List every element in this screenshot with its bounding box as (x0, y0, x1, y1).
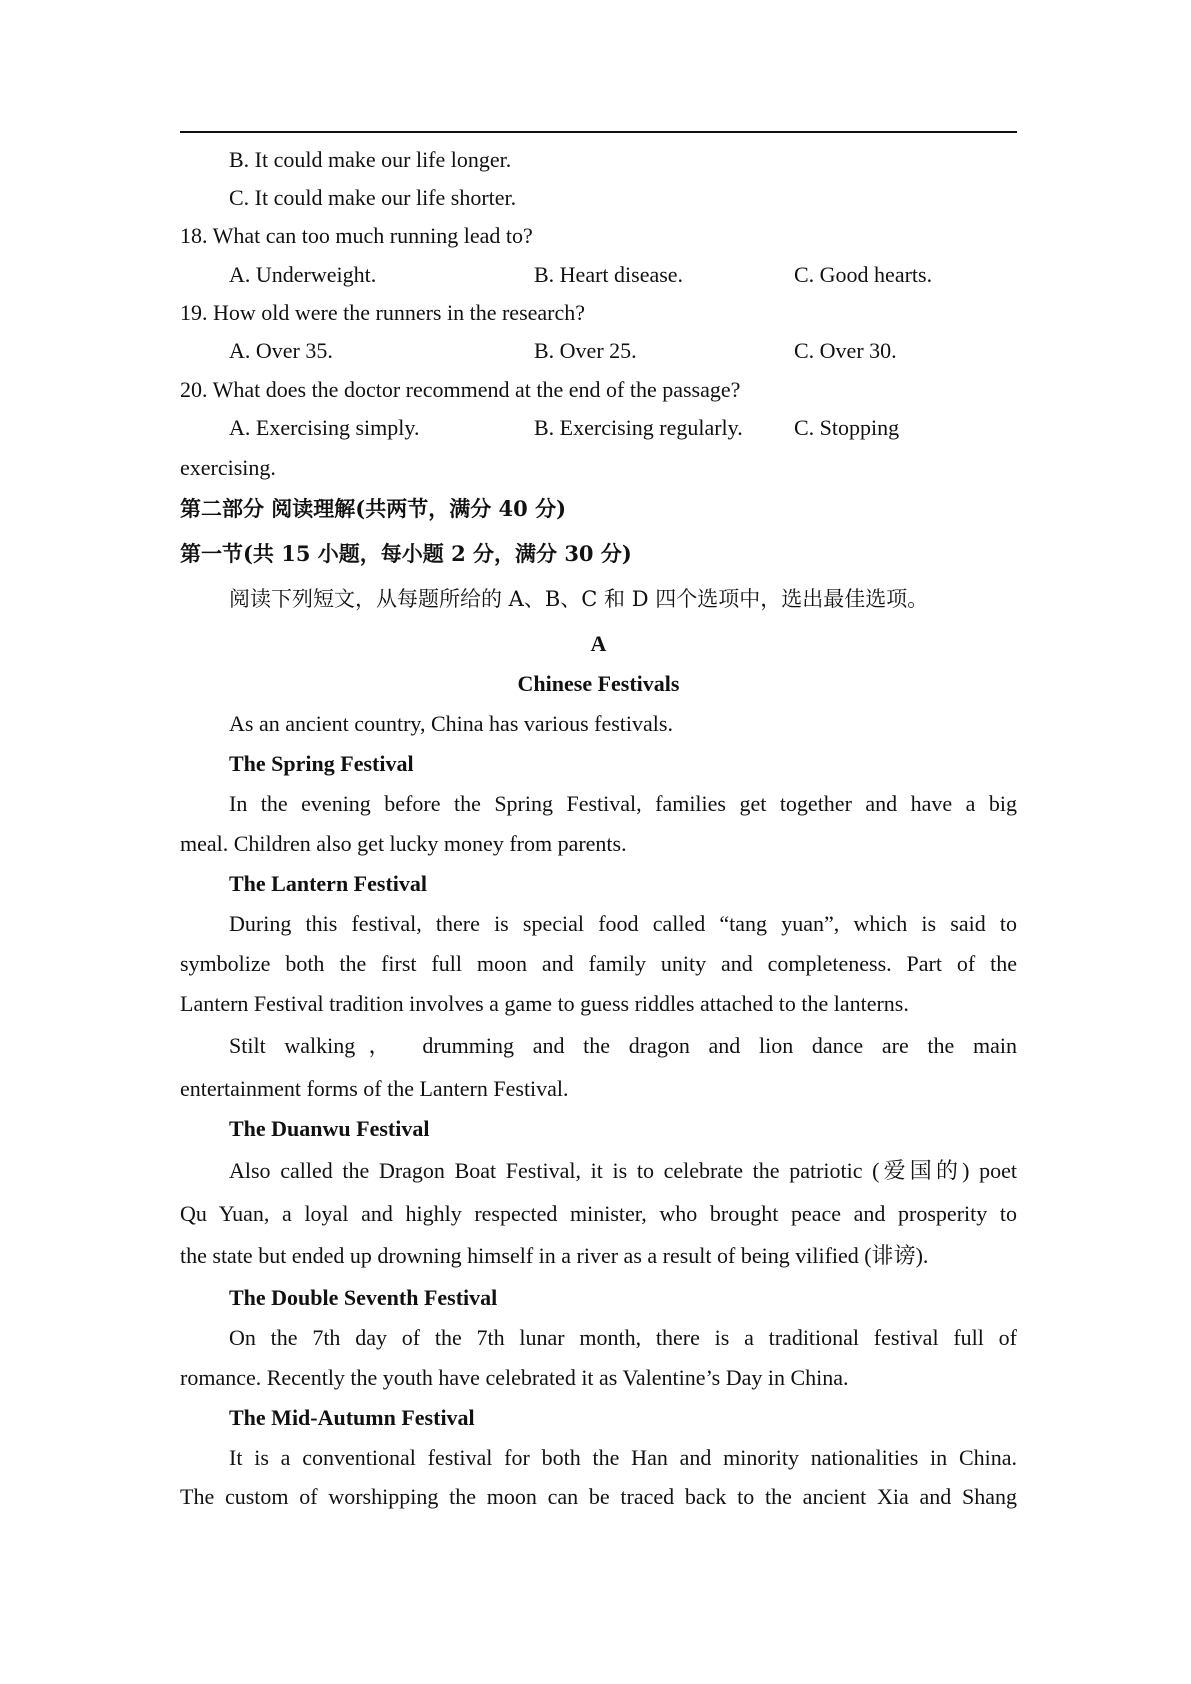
lantern-festival-line-3: Lantern Festival tradition involves a game to guess riddles attached to the lanterns. (180, 991, 909, 1016)
passage-letter: A (590, 631, 607, 656)
q19-option-b: B. Over 25. (534, 338, 637, 363)
q18-option-b: B. Heart disease. (534, 262, 684, 287)
q18-option-c: C. Good hearts. (794, 262, 933, 287)
spring-festival-line-1: In the evening before the Spring Festival, families get together and have a big (229, 791, 1017, 816)
q17-option-b: B. It could make our life longer. (229, 147, 512, 172)
spring-festival-line-2: meal. Children also get lucky money from parents. (180, 831, 627, 856)
double-seventh-line-2: romance. Recently the youth have celebrated it as Valentine’s Day in China. (180, 1365, 849, 1390)
q20-option-a: A. Exercising simply. (229, 415, 420, 440)
q17-option-c: C. It could make our life shorter. (229, 185, 517, 210)
q20-option-b: B. Exercising regularly. (534, 415, 743, 440)
spring-festival-heading: The Spring Festival (229, 751, 414, 776)
lantern-festival-line-4: Stilt walking， drumming and the dragon and lion dance are the main (229, 1033, 1017, 1058)
q19-option-c: C. Over 30. (794, 338, 897, 363)
q19-question: 19. How old were the runners in the research? (180, 300, 586, 325)
passage-title: Chinese Festivals (517, 671, 680, 696)
duanwu-festival-heading: The Duanwu Festival (229, 1116, 430, 1141)
lantern-festival-heading: The Lantern Festival (229, 871, 427, 896)
double-seventh-heading: The Double Seventh Festival (229, 1285, 498, 1310)
section1-heading: 第一节(共 15 小题，每小题 2 分，满分 30 分) (180, 541, 632, 566)
duanwu-festival-line-3: the state but ended up drowning himself in a river as a result of being vilified (诽谤). (180, 1243, 929, 1268)
passage-intro: As an ancient country, China has various festivals. (229, 711, 673, 736)
header-rule (180, 131, 1017, 133)
q20-option-c: C. Stopping (794, 415, 900, 440)
lantern-festival-line-5: entertainment forms of the Lantern Festival. (180, 1076, 569, 1101)
q18-option-a: A. Underweight. (229, 262, 377, 287)
q18-question: 18. What can too much running lead to? (180, 223, 533, 248)
mid-autumn-line-1: It is a conventional festival for both the Han and minority nationalities in China. (229, 1445, 1017, 1470)
duanwu-festival-line-1: Also called the Dragon Boat Festival, it is to celebrate the patriotic (爱国的) poet (229, 1158, 1017, 1183)
mid-autumn-heading: The Mid-Autumn Festival (229, 1405, 475, 1430)
q19-option-a: A. Over 35. (229, 338, 333, 363)
q20-option-c-continued: exercising. (180, 455, 276, 480)
lantern-festival-line-1: During this festival, there is special food called “tang yuan”, which is said to (229, 911, 1017, 936)
double-seventh-line-1: On the 7th day of the 7th lunar month, there is a traditional festival full of (229, 1325, 1017, 1350)
part2-heading: 第二部分 阅读理解(共两节，满分 40 分) (180, 496, 567, 521)
mid-autumn-line-2: The custom of worshipping the moon can be traced back to the ancient Xia and Shang (180, 1484, 1017, 1509)
q20-question: 20. What does the doctor recommend at the end of the passage? (180, 377, 741, 402)
reading-instruction: 阅读下列短文，从每题所给的 A、B、C 和 D 四个选项中，选出最佳选项。 (229, 587, 929, 611)
duanwu-festival-line-2: Qu Yuan, a loyal and highly respected minister, who brought peace and prosperity to (180, 1201, 1017, 1226)
lantern-festival-line-2: symbolize both the first full moon and family unity and completeness. Part of the (180, 951, 1017, 976)
